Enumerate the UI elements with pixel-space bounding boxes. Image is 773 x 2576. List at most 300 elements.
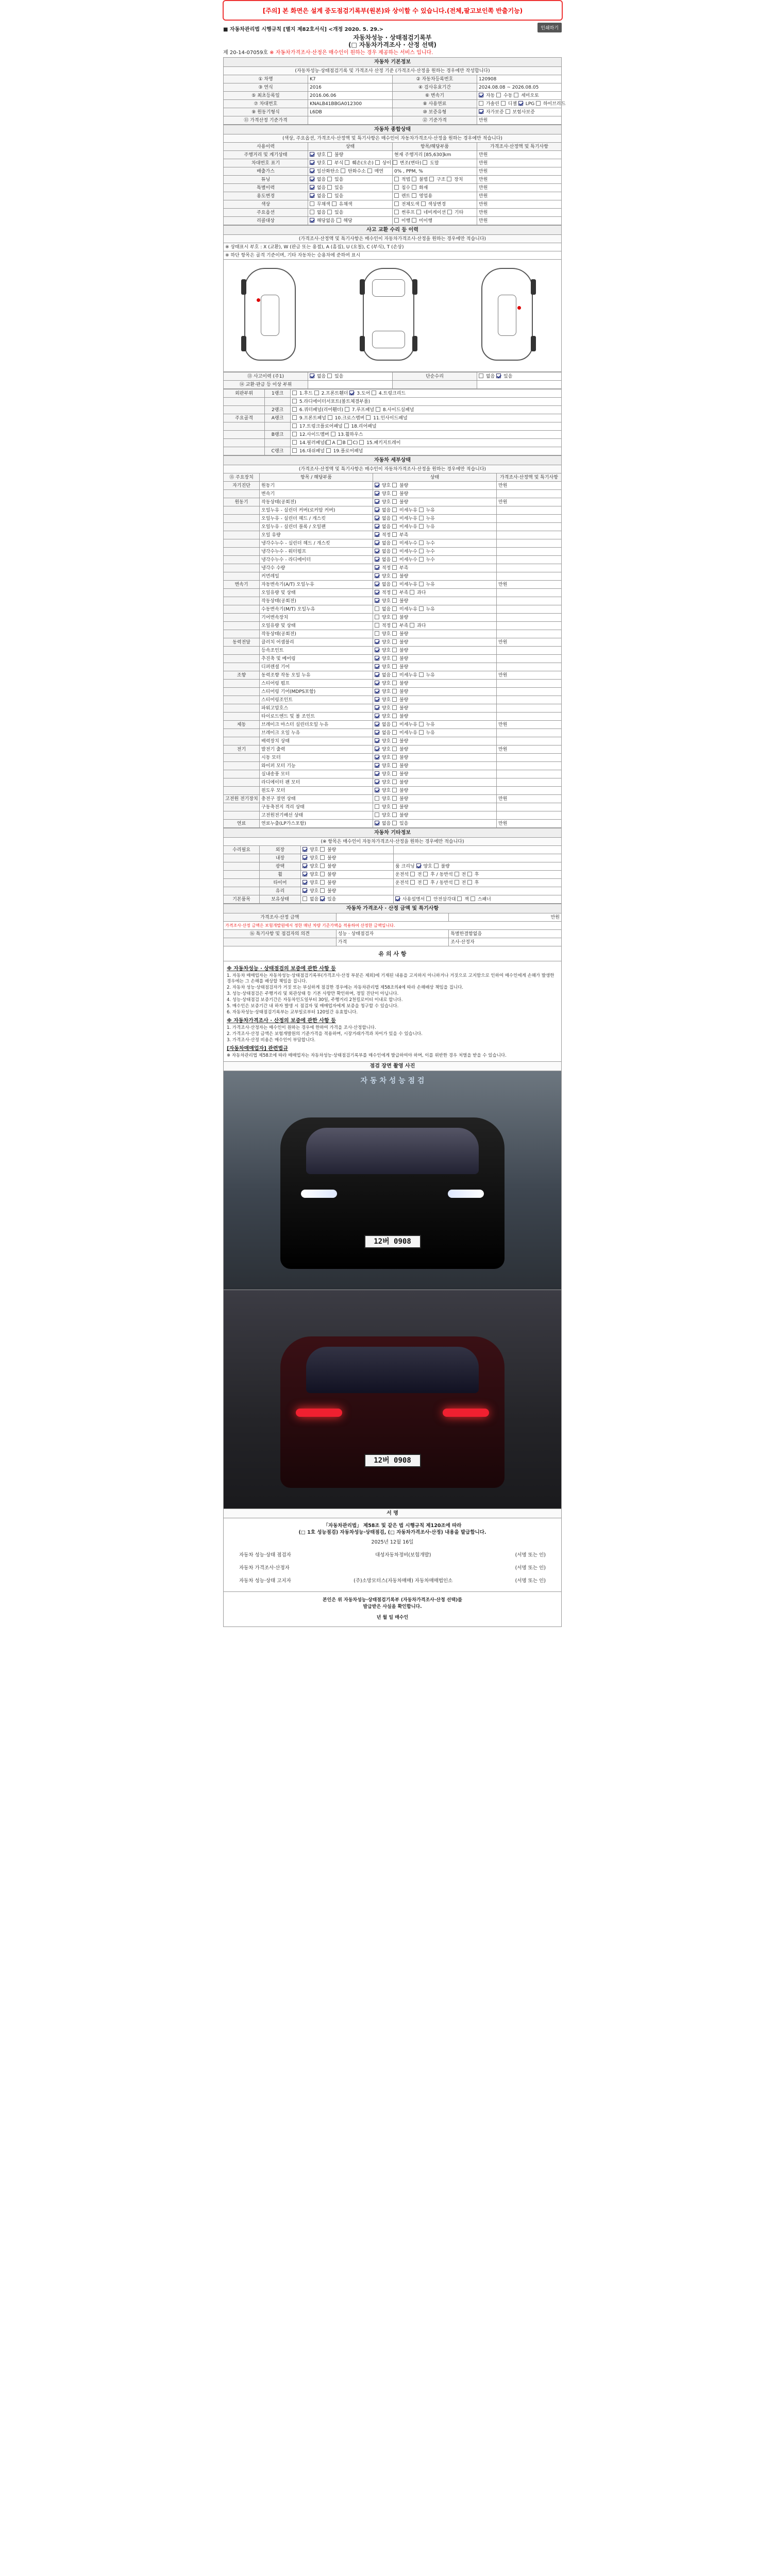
table-cell: 양호 불량 <box>373 696 497 704</box>
checkbox <box>392 697 397 702</box>
table-cell <box>224 506 260 515</box>
table-cell <box>497 762 562 770</box>
checkbox <box>393 160 397 165</box>
table-cell <box>497 770 562 778</box>
checked-checkbox <box>375 821 379 825</box>
table-cell <box>224 572 260 581</box>
field-label: ⑧ 사용연료 <box>393 100 477 108</box>
table-row <box>224 811 562 820</box>
table-row <box>224 372 562 381</box>
checkbox <box>320 872 325 876</box>
table-cell: 양호 불량 <box>373 754 497 762</box>
checkbox <box>447 210 452 214</box>
field-value: 가솔린 디젤 LPG 하이브리드 <box>477 100 562 108</box>
options-table <box>223 828 562 904</box>
table-cell: 오일누유 - 실린더 블록 / 오일팬 <box>260 523 373 531</box>
checked-checkbox <box>375 524 379 529</box>
field-value: 120908 <box>477 75 562 83</box>
table-cell: 주요옵션 <box>224 209 308 217</box>
checked-checkbox <box>375 722 379 726</box>
checkbox <box>392 656 397 660</box>
field-label: ⑤ 최초등록일 <box>224 92 308 100</box>
checkbox <box>367 168 372 173</box>
section-header: 자동차 가격조사 · 산정 금액 및 특기사항 <box>224 904 562 913</box>
table-cell: 없음 있음 <box>308 176 393 184</box>
checkbox <box>423 160 427 165</box>
checkbox <box>419 722 424 726</box>
checkbox <box>467 880 472 885</box>
checkbox <box>314 391 319 395</box>
table-row <box>224 83 562 92</box>
checkbox <box>337 218 341 223</box>
signer-label: 자동차 성능·상태 점검자 <box>239 1552 291 1558</box>
checkbox <box>320 863 325 868</box>
table-row <box>224 820 562 828</box>
table-cell: 양호 불량 <box>373 795 497 803</box>
table-cell: 적정 부족 <box>373 531 497 539</box>
table-cell <box>224 548 260 556</box>
section-header: 자동차 기타정보 <box>224 828 562 838</box>
table-cell: 없음 있음 <box>308 372 393 381</box>
table-cell <box>224 854 260 862</box>
checked-checkbox <box>375 557 379 562</box>
checkbox <box>366 415 371 420</box>
table-cell: 커먼레일 <box>260 572 373 581</box>
checked-checkbox <box>303 888 307 893</box>
signer-name: 대성자동차정비(보험개발) <box>375 1552 431 1558</box>
print-button[interactable]: 인쇄하기 <box>537 23 562 32</box>
table-row <box>224 515 562 523</box>
checkbox <box>410 623 414 628</box>
checkbox <box>320 888 325 893</box>
table-cell <box>224 879 260 887</box>
table-row <box>224 854 562 862</box>
checked-checkbox <box>375 573 379 578</box>
table-row <box>224 482 562 490</box>
table-cell <box>497 713 562 721</box>
table-cell: 만원 <box>497 581 562 589</box>
field-value <box>308 116 393 125</box>
table-cell: 외판부위 <box>224 389 265 398</box>
state-table <box>223 125 562 225</box>
checkbox <box>423 880 428 885</box>
checkbox <box>372 391 376 395</box>
table-cell: 만원 <box>497 721 562 729</box>
table-cell: 만원 <box>477 217 562 225</box>
table-cell <box>393 381 477 389</box>
checked-checkbox <box>375 648 379 652</box>
checked-checkbox <box>375 771 379 776</box>
table-cell <box>497 630 562 638</box>
checkbox <box>327 374 332 378</box>
checked-checkbox <box>375 483 379 487</box>
table-cell: 적정 부족 <box>373 564 497 572</box>
basic-info-table <box>223 57 566 125</box>
checkbox <box>310 201 314 206</box>
checkbox <box>392 664 397 669</box>
checked-checkbox <box>310 374 314 378</box>
checkbox <box>392 689 397 693</box>
field-label: ⑦ 차대번호 <box>224 100 308 108</box>
table-cell <box>497 811 562 820</box>
table-cell: 양호 불량 <box>373 638 497 647</box>
table-cell <box>394 846 562 854</box>
column-header: 가격조사·산정액 및 특기사항 <box>477 143 562 151</box>
checkbox <box>392 499 397 504</box>
table-cell: 브레이크 오일 누유 <box>260 729 373 737</box>
table-cell: 보유상태 <box>260 895 301 904</box>
checkbox <box>327 193 332 198</box>
table-cell <box>224 887 260 895</box>
checkbox <box>392 639 397 644</box>
table-cell <box>265 398 291 406</box>
table-cell: C랭크 <box>265 447 291 455</box>
checkbox <box>327 177 332 181</box>
table-cell <box>224 713 260 721</box>
table-row <box>224 92 562 100</box>
table-cell: 1.후드 2.프론트휀더 3.도어 4.트렁크리드 <box>291 389 562 398</box>
section-subheader: (※ 항목은 매수인이 자동차가격조사·산정을 원하는 경우에만 적습니다) <box>224 838 562 846</box>
table-row <box>224 895 562 904</box>
table-cell: 양호 불량 <box>373 647 497 655</box>
checked-checkbox <box>310 185 314 190</box>
table-cell: 1랭크 <box>265 389 291 398</box>
table-cell <box>308 381 393 389</box>
checkbox <box>292 440 297 445</box>
table-cell <box>224 556 260 564</box>
checkbox <box>479 101 483 106</box>
table-cell: 사용설명서 안전삼각대 잭 스패너 <box>394 895 562 904</box>
table-cell: 리콜대상 <box>224 217 308 225</box>
remark-paragraph: 2. 가격조사·산정 금액은 보험개발원의 기준가격을 적용하며, 시장거래가격과 차이가 있을 수 있습니다. <box>227 1031 423 1037</box>
table-cell: 없음 미세누수 누수 <box>373 539 497 548</box>
table-cell <box>224 539 260 548</box>
table-cell <box>497 506 562 515</box>
table-cell: 만원 <box>477 192 562 200</box>
table-row <box>224 556 562 564</box>
checked-checkbox <box>496 374 501 378</box>
column-header: ⑮ 주요장치 <box>224 473 260 482</box>
table-cell <box>224 729 260 737</box>
table-cell <box>497 605 562 614</box>
buyer-confirmation <box>223 1592 562 1627</box>
checked-checkbox <box>375 656 379 660</box>
remark-paragraph: 1. 가격조사·산정자는 매수인이 원하는 경우에 한하여 가격을 조사·산정합니다. <box>227 1025 376 1030</box>
checkbox <box>326 448 331 453</box>
column-header: 항목/해당부품 <box>393 143 477 151</box>
price-label: 가격조사·산정 금액 <box>224 913 337 922</box>
table-cell <box>497 663 562 671</box>
table-cell: 용도변경 <box>224 192 308 200</box>
table-cell: 없음 있음 <box>308 184 393 192</box>
section-header: 자동차 세부상태 <box>224 456 562 465</box>
page-subtitle: (□ 자동차가격조사 · 산정 선택) <box>348 41 437 48</box>
table-cell <box>224 754 260 762</box>
table-cell: 양호 불량 <box>373 745 497 754</box>
table-cell: 양호 불량 <box>373 572 497 581</box>
field-value: 자가보증 보험사보증 <box>477 108 562 116</box>
table-row <box>224 862 562 871</box>
table-row <box>224 879 562 887</box>
checkbox <box>429 177 434 181</box>
table-row <box>224 176 562 184</box>
form-reference: ■ 자동차관리법 시행규칙 [별지 제82호서식] <개정 2020. 5. 29.> <box>223 27 384 32</box>
table-cell <box>477 381 562 389</box>
table-cell: 적정 부족 과다 <box>373 589 497 597</box>
table-cell: 양호 불량 <box>373 713 497 721</box>
table-row <box>224 938 562 946</box>
checkbox <box>375 623 379 628</box>
checkbox <box>292 448 297 453</box>
table-row <box>224 696 562 704</box>
checkbox <box>416 210 421 214</box>
table-cell: 일산화탄소 탄화수소 매연 <box>308 167 393 176</box>
checkbox <box>392 483 397 487</box>
table-cell: 만원 <box>477 167 562 176</box>
frame-table <box>223 389 562 455</box>
table-cell: 양호 불량 <box>373 482 497 490</box>
checked-checkbox <box>310 193 314 198</box>
checked-checkbox <box>303 880 307 885</box>
table-cell: 실내송풍 모터 <box>260 770 373 778</box>
checked-checkbox <box>320 896 325 901</box>
section-subheader: (자동차성능·상태점검기록 및 가격조사 산정 기준 (가격조사·산정을 원하는 경우에만 작성합니다) <box>224 67 562 75</box>
table-row <box>224 431 562 439</box>
table-cell: 양호 불량 <box>373 811 497 820</box>
signature-text: (□ 1호 성능점검) 자동차성능·상태점검, (□ 자동차가격조사·산정) 내용을 발급합니다. <box>298 1530 486 1535</box>
checked-checkbox <box>375 549 379 553</box>
checkbox <box>392 606 397 611</box>
confirm-date: 년 월 일 매수인 <box>376 1615 409 1620</box>
checked-checkbox <box>375 565 379 570</box>
checkbox <box>392 648 397 652</box>
table-cell <box>497 754 562 762</box>
table-cell <box>265 439 291 447</box>
table-cell: 만원 <box>497 745 562 754</box>
table-cell: 내장 <box>260 854 301 862</box>
checkbox <box>412 177 416 181</box>
checked-checkbox <box>375 714 379 718</box>
table-cell: 특별한결함없음 <box>449 930 562 938</box>
table-cell <box>497 572 562 581</box>
table-cell: 윈도우 모터 <box>260 787 373 795</box>
table-cell <box>497 778 562 787</box>
rear-license-plate: 12버 0908 <box>364 1454 421 1467</box>
table-cell: 없음 있음 <box>373 820 497 828</box>
checkbox <box>419 540 424 545</box>
table-cell: 침수 화재 <box>393 184 477 192</box>
table-cell <box>497 515 562 523</box>
checked-checkbox <box>303 872 307 876</box>
checkbox <box>392 549 397 553</box>
price-note: 가격조사·산정 금액은 보험개발원에서 정한 매년 차량 기준가액을 적용하여 산정한 금액입니다. <box>224 922 562 930</box>
table-row <box>224 688 562 696</box>
checkbox <box>392 763 397 768</box>
checkbox <box>467 872 472 876</box>
table-cell <box>224 762 260 770</box>
checked-checkbox <box>375 540 379 545</box>
table-cell <box>497 556 562 564</box>
table-cell <box>224 422 265 431</box>
table-cell: 클러치 어셈블리 <box>260 638 373 647</box>
table-row <box>224 762 562 770</box>
checkbox <box>392 590 397 595</box>
checked-checkbox <box>375 689 379 693</box>
checkbox <box>419 549 424 553</box>
table-cell: 없음 미세누유 누유 <box>373 721 497 729</box>
section-subheader: (색상, 주요옵션, 가격조사·산정액 및 특기사항은 매수인이 자동차가격조사·산정을 원하는 경우에만 적습니다) <box>224 134 562 143</box>
price-value <box>336 913 449 922</box>
checked-checkbox <box>416 863 421 868</box>
checkbox <box>394 193 399 198</box>
table-cell: 오일누유 - 실린더 헤드 / 개스킷 <box>260 515 373 523</box>
table-cell: 양호 불량 <box>373 704 497 713</box>
checkbox <box>419 507 424 512</box>
checkbox <box>392 623 397 628</box>
remark-paragraph: 4. 성능·상태점검 보증기간은 자동차인도일부터 30일, 주행거리 2천킬로미터 이내로 합니다. <box>227 997 403 1003</box>
section-subheader: (가격조사·산정액 및 특기사항은 매수인이 자동차가격조사·산정을 원하는 경우에만 적습니다) <box>224 465 562 473</box>
table-cell: 없음 있음 <box>308 209 393 217</box>
checkbox <box>292 432 297 436</box>
table-row <box>224 721 562 729</box>
table-cell <box>497 614 562 622</box>
checkbox <box>375 812 379 817</box>
photo-watermark: 자 동 차 성 능 점 검 <box>360 1077 425 1085</box>
table-cell: 변속기 <box>260 490 373 498</box>
checkbox <box>426 896 431 901</box>
table-row <box>224 871 562 879</box>
table-row <box>224 704 562 713</box>
table-cell: 라디에이터 팬 모터 <box>260 778 373 787</box>
table-row <box>224 531 562 539</box>
table-cell: 양호 불량 <box>373 597 497 605</box>
rear-photo <box>223 1290 562 1509</box>
table-cell: 냉각수 수량 <box>260 564 373 572</box>
table-cell: 양호 불량 <box>301 887 394 895</box>
table-cell: 자동변속기(A/T) 오일누유 <box>260 581 373 589</box>
table-cell: 무채색 유채색 <box>308 200 393 209</box>
checkbox <box>419 582 424 586</box>
table-cell: 전체도색 색상변경 <box>393 200 477 209</box>
table-cell: 조향 <box>224 671 260 680</box>
table-row <box>224 167 562 176</box>
checkbox <box>341 168 345 173</box>
checkbox <box>337 440 342 445</box>
table-cell: 튜닝 <box>224 176 308 184</box>
table-cell: 조사·산정자 <box>449 938 562 946</box>
table-cell: 구동축전지 격리 상태 <box>260 803 373 811</box>
table-cell <box>224 663 260 671</box>
table-row <box>224 729 562 737</box>
table-cell <box>497 622 562 630</box>
table-cell: 특별이력 <box>224 184 308 192</box>
checkbox <box>292 415 297 420</box>
checkbox <box>375 631 379 636</box>
table-cell: 없음 있음 <box>301 895 394 904</box>
table-cell: 5.라디에이터서포트(볼트체결부품) <box>291 398 562 406</box>
table-cell: 와이퍼 모터 기능 <box>260 762 373 770</box>
checkbox <box>375 804 379 809</box>
table-row <box>224 572 562 581</box>
table-cell: 적법 불법 구조 장치 <box>393 176 477 184</box>
section-subheader: (가격조사·산정액 및 특기사항은 매수인이 자동차가격조사·산정을 원하는 경우에만 적습니다) <box>224 235 562 243</box>
table-cell <box>224 811 260 820</box>
table-cell <box>224 737 260 745</box>
checkbox <box>292 407 297 412</box>
table-cell: 연료누출(LP가스포함) <box>260 820 373 828</box>
table-row <box>224 389 562 398</box>
checked-checkbox <box>479 93 483 97</box>
checked-checkbox <box>375 532 379 537</box>
confirm-text: 본인은 위 자동차성능·상태점검기록부 (자동차가격조사·산정 선택)를 <box>322 1598 463 1603</box>
table-cell: 유리 <box>260 887 301 895</box>
checkbox <box>292 391 297 395</box>
table-cell: 양호 불량 <box>373 770 497 778</box>
table-cell: 광택 <box>260 862 301 871</box>
table-cell: 6.쿼터패널(리어휀더) 7.루프패널 8.사이드실패널 <box>291 406 562 414</box>
table-cell: 작동상태(공회전) <box>260 597 373 605</box>
table-cell <box>497 696 562 704</box>
checked-checkbox <box>375 738 379 743</box>
checkbox <box>501 101 506 106</box>
checkbox <box>326 440 331 445</box>
table-row <box>224 406 562 414</box>
table-cell: 양호 불량 <box>301 854 394 862</box>
table-cell: 해당없음 해당 <box>308 217 393 225</box>
table-row <box>224 655 562 663</box>
table-cell: 냉각수누수 - 실린더 헤드 / 개스킷 <box>260 539 373 548</box>
column-header: 상태 <box>373 473 497 482</box>
checkbox <box>320 880 325 885</box>
remark-paragraph: ※ 자동차관리법 제58조에 따라 매매업자는 자동차성능·상태점검기록부를 매수인에게 발급하여야 하며, 이를 위반한 경우 처벌을 받을 수 있습니다. <box>227 1053 507 1058</box>
checked-checkbox <box>303 855 307 860</box>
table-row <box>224 754 562 762</box>
table-cell <box>497 655 562 663</box>
checkbox <box>392 714 397 718</box>
checked-checkbox <box>375 730 379 735</box>
checkbox <box>419 672 424 677</box>
field-value: 2016.06.06 <box>308 92 393 100</box>
checkbox <box>345 407 349 412</box>
checkbox <box>327 185 332 190</box>
checkbox <box>392 812 397 817</box>
table-cell <box>224 490 260 498</box>
checkbox <box>392 738 397 743</box>
checked-checkbox <box>375 705 379 710</box>
table-row <box>224 589 562 597</box>
checkbox <box>419 730 424 735</box>
checkbox <box>394 210 399 214</box>
checkbox <box>392 557 397 562</box>
symbol-legend-note: ※ 하단 항목은 골격 기준이며, 기타 자동차는 승용차에 준하여 표시 <box>224 251 562 260</box>
price-unit: 만원 <box>449 913 562 922</box>
checkbox <box>514 93 518 97</box>
checkbox <box>392 672 397 677</box>
table-cell: 배력장치 상태 <box>260 737 373 745</box>
table-cell: 오일유량 및 상태 <box>260 622 373 630</box>
checkbox <box>392 821 397 825</box>
section-header: 사고 교환 수리 등 이력 <box>224 226 562 235</box>
table-cell: 만원 <box>497 820 562 828</box>
table-cell: 추진축 및 베어링 <box>260 655 373 663</box>
table-row <box>224 671 562 680</box>
checkbox <box>392 540 397 545</box>
car-right-view <box>481 268 533 361</box>
checked-checkbox <box>375 598 379 603</box>
table-cell: 만원 <box>497 638 562 647</box>
checkbox <box>410 590 414 595</box>
signer-label: 자동차 성능·상태 고지자 <box>239 1578 291 1584</box>
